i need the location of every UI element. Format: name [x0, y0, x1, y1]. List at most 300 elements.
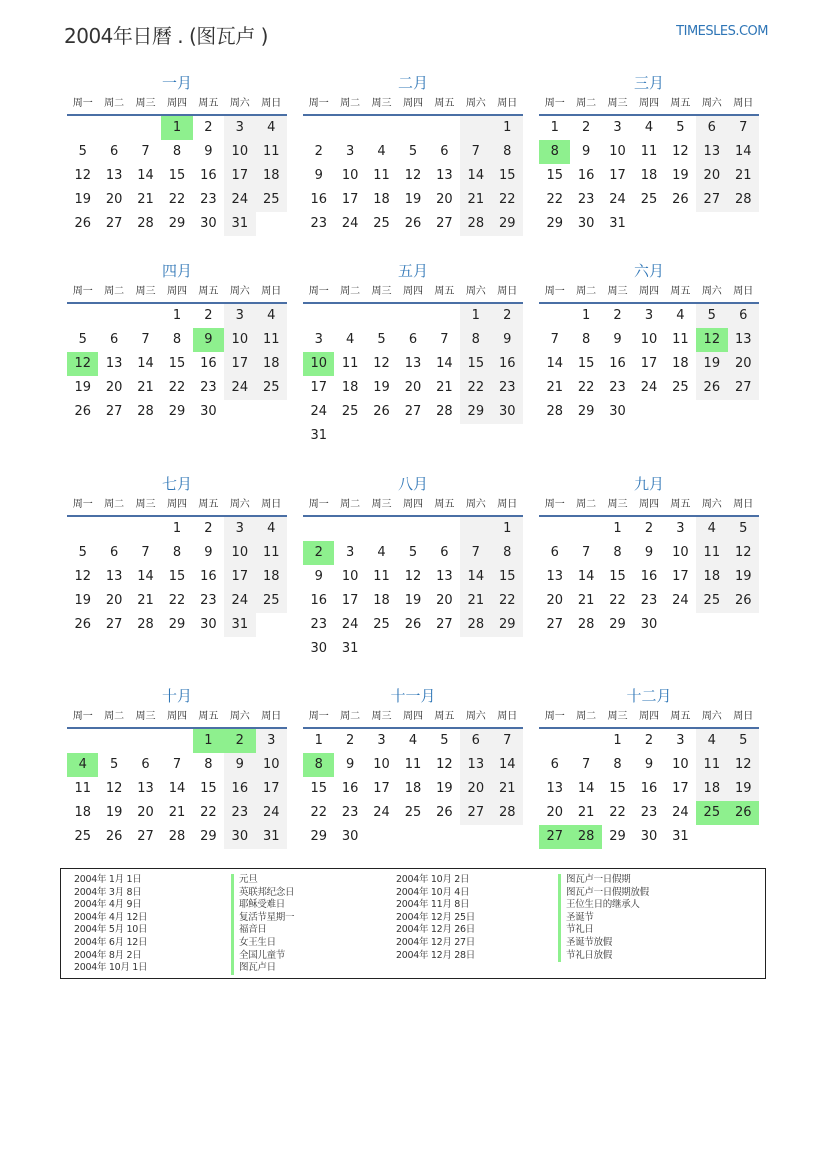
day-cell: 31	[224, 212, 255, 236]
day-cell: 3	[224, 116, 255, 140]
holiday-name: 全国儿童节	[231, 950, 294, 963]
day-cell: 17	[672, 781, 689, 796]
day-cell: 2	[613, 308, 622, 323]
empty-cell	[256, 212, 287, 236]
day-cell: 14	[546, 356, 563, 371]
day-cell: 15	[460, 352, 491, 376]
day-cell: 22	[310, 805, 327, 820]
day-cell: 25	[256, 188, 287, 212]
day-cell: 8	[303, 753, 334, 777]
day-cell: 7	[460, 140, 491, 164]
day-cell: 5	[728, 517, 759, 541]
weekday-header	[303, 284, 523, 300]
weekday-label: 周五	[198, 286, 219, 297]
day-cell: 9	[314, 168, 323, 183]
day-cell: 10	[224, 541, 255, 565]
day-cell: 5	[728, 729, 759, 753]
day-cell: 20	[546, 593, 563, 608]
day-cell: 4	[256, 517, 287, 541]
month-name: 八月	[397, 475, 428, 493]
day-cell: 13	[546, 569, 563, 584]
day-cell: 29	[460, 400, 491, 424]
day-cell: 23	[577, 192, 595, 207]
day-cell: 7	[141, 545, 150, 560]
empty-cell	[633, 400, 664, 424]
day-cell: 15	[168, 569, 186, 584]
day-cell: 6	[440, 144, 449, 159]
month-7	[67, 474, 287, 637]
holiday-date: 2004年 4月 9日	[74, 899, 142, 911]
day-cell: 19	[672, 168, 689, 183]
day-cell: 10	[640, 332, 658, 347]
empty-cell	[366, 825, 397, 849]
day-cell: 8	[492, 140, 523, 164]
holiday-name: 福音日	[231, 924, 294, 937]
day-cell: 27	[539, 825, 570, 849]
day-cell: 22	[200, 805, 217, 820]
day-cell: 24	[672, 593, 689, 608]
empty-cell	[334, 116, 365, 140]
day-cell: 17	[224, 164, 255, 188]
day-cell: 20	[105, 192, 123, 207]
day-cell: 30	[640, 617, 658, 632]
weekday-label: 周四	[638, 711, 659, 722]
month-name: 九月	[633, 475, 664, 493]
empty-cell	[539, 304, 570, 328]
day-cell: 13	[105, 168, 123, 183]
day-cell: 2	[224, 729, 255, 753]
day-cell: 31	[341, 641, 359, 656]
holiday-legend	[60, 868, 766, 979]
day-cell: 12	[74, 569, 91, 584]
empty-cell	[539, 729, 570, 753]
empty-cell	[397, 637, 428, 661]
empty-cell	[460, 424, 491, 448]
day-cell: 17	[256, 777, 287, 801]
day-cell: 3	[345, 144, 355, 159]
weekday-label: 周三	[607, 499, 628, 510]
weekday-label: 周六	[229, 711, 250, 722]
day-cell: 12	[373, 356, 390, 371]
weekday-header	[67, 284, 287, 300]
weekday-label: 周五	[434, 98, 455, 109]
day-cell: 25	[341, 404, 359, 419]
day-cell: 15	[200, 781, 217, 796]
day-cell: 13	[436, 569, 453, 584]
day-cell: 5	[676, 120, 685, 135]
weekday-header	[67, 497, 287, 513]
day-cell: 18	[256, 565, 287, 589]
day-cell: 27	[105, 404, 123, 419]
day-cell: 17	[341, 192, 359, 207]
day-cell: 10	[303, 352, 334, 376]
empty-cell	[397, 116, 428, 140]
month-3	[539, 73, 759, 236]
weekday-label: 周一	[308, 499, 329, 510]
empty-cell	[130, 729, 161, 753]
holiday-date: 2004年 12月 26日	[396, 924, 475, 936]
day-cell: 11	[696, 753, 727, 777]
day-cell: 8	[613, 757, 622, 772]
weekday-label: 周二	[340, 98, 361, 109]
empty-cell	[696, 212, 727, 236]
day-cell: 14	[168, 781, 186, 796]
day-cell: 18	[256, 352, 287, 376]
month-name: 一月	[161, 74, 192, 92]
empty-cell	[303, 304, 334, 328]
day-cell: 2	[314, 144, 323, 159]
day-cell: 5	[408, 545, 418, 560]
empty-cell	[67, 517, 98, 541]
month-name: 二月	[397, 74, 428, 92]
day-cell: 22	[609, 593, 626, 608]
day-cell: 21	[460, 589, 491, 613]
weekday-header	[539, 96, 759, 112]
empty-cell	[67, 116, 98, 140]
holiday-name: 英联邦纪念日	[231, 887, 294, 900]
empty-cell	[366, 424, 397, 448]
month-8	[303, 474, 523, 661]
weekday-label: 周五	[198, 499, 219, 510]
day-cell: 28	[137, 617, 154, 632]
empty-cell	[67, 304, 98, 328]
day-cell: 28	[460, 613, 491, 637]
day-cell: 1	[193, 729, 224, 753]
day-cell: 6	[109, 332, 119, 347]
holiday-date: 2004年 12月 25日	[396, 911, 475, 923]
empty-cell	[98, 116, 129, 140]
day-cell: 1	[161, 116, 192, 140]
day-cell: 2	[644, 733, 654, 748]
empty-cell	[256, 400, 287, 424]
weekday-label: 周日	[733, 711, 754, 722]
day-cell: 17	[310, 380, 327, 395]
weekday-label: 周五	[198, 98, 219, 109]
day-cell: 1	[613, 521, 622, 536]
weekday-label: 周二	[576, 98, 597, 109]
day-cell: 13	[105, 569, 123, 584]
day-cell: 29	[168, 617, 186, 632]
day-cell: 13	[728, 328, 759, 352]
day-cell: 31	[609, 216, 626, 231]
day-cell: 19	[74, 192, 91, 207]
weekday-label: 周日	[497, 286, 518, 297]
empty-cell	[256, 613, 287, 637]
month-11	[303, 686, 523, 849]
day-cell: 9	[613, 332, 622, 347]
day-cell: 26	[436, 805, 453, 820]
day-cell: 12	[74, 168, 91, 183]
day-cell: 30	[200, 404, 217, 419]
weekday-label: 周四	[402, 499, 423, 510]
day-cell: 25	[373, 617, 390, 632]
weekday-label: 周一	[544, 98, 565, 109]
empty-cell	[570, 517, 601, 541]
day-cell: 14	[137, 168, 154, 183]
day-cell: 24	[640, 380, 658, 395]
day-cell: 15	[546, 168, 563, 183]
weekday-label: 周六	[701, 286, 722, 297]
day-cell: 4	[696, 517, 727, 541]
day-cell: 24	[373, 805, 390, 820]
holiday-date: 2004年 4月 12日	[74, 911, 148, 923]
day-cell: 30	[341, 829, 359, 844]
day-cell: 10	[672, 545, 689, 560]
day-cell: 12	[404, 569, 422, 584]
day-cell: 20	[105, 380, 123, 395]
holiday-names-col-1	[231, 874, 294, 975]
day-cell: 3	[345, 545, 355, 560]
weekday-label: 周四	[166, 499, 187, 510]
day-cell: 24	[224, 589, 255, 613]
empty-cell	[429, 424, 460, 448]
weekday-label: 周六	[465, 286, 486, 297]
day-cell: 27	[546, 617, 563, 632]
weekday-label: 周六	[701, 499, 722, 510]
day-cell: 21	[546, 380, 563, 395]
weekday-label: 周日	[261, 98, 282, 109]
day-cell: 18	[640, 168, 658, 183]
weekday-header	[539, 497, 759, 513]
day-cell: 25	[373, 216, 390, 231]
empty-cell	[397, 304, 428, 328]
day-cell: 15	[609, 781, 626, 796]
day-cell: 4	[676, 308, 685, 323]
day-cell: 3	[314, 332, 323, 347]
day-cell: 12	[436, 757, 453, 772]
day-cell: 31	[672, 829, 689, 844]
holiday-names-col-2	[558, 874, 649, 962]
holiday-date: 2004年 12月 27日	[396, 936, 475, 948]
day-cell: 26	[74, 404, 91, 419]
day-cell: 7	[581, 545, 591, 560]
day-cell: 15	[609, 569, 626, 584]
day-cell: 28	[436, 404, 453, 419]
day-cell: 15	[168, 356, 186, 371]
day-cell: 28	[546, 404, 563, 419]
day-grid	[303, 304, 523, 448]
empty-cell	[303, 517, 334, 541]
day-cell: 12	[728, 753, 759, 777]
weekday-label: 周一	[544, 711, 565, 722]
day-cell: 30	[492, 400, 523, 424]
weekday-label: 周二	[576, 711, 597, 722]
site-link[interactable]: TIMESLES.COM	[676, 24, 768, 39]
holiday-name: 图瓦卢一日假期	[558, 874, 649, 887]
day-cell: 20	[460, 777, 491, 801]
day-cell: 7	[141, 332, 150, 347]
empty-cell	[460, 116, 491, 140]
day-cell: 4	[408, 733, 418, 748]
day-cell: 18	[696, 565, 727, 589]
day-cell: 24	[224, 188, 255, 212]
day-cell: 21	[728, 164, 759, 188]
empty-cell	[130, 304, 161, 328]
day-cell: 19	[373, 380, 390, 395]
day-cell: 16	[200, 569, 217, 584]
weekday-label: 周三	[135, 286, 156, 297]
day-cell: 28	[460, 212, 491, 236]
day-cell: 26	[696, 376, 727, 400]
day-cell: 4	[256, 304, 287, 328]
holiday-date: 2004年 10月 1日	[74, 962, 148, 974]
weekday-label: 周五	[198, 711, 219, 722]
day-cell: 8	[172, 144, 182, 159]
day-cell: 9	[644, 545, 654, 560]
weekday-label: 周二	[340, 711, 361, 722]
day-cell: 6	[109, 144, 119, 159]
day-cell: 11	[256, 140, 287, 164]
day-cell: 24	[341, 216, 359, 231]
day-cell: 16	[341, 781, 359, 796]
day-cell: 11	[404, 757, 422, 772]
day-grid	[67, 116, 287, 236]
weekday-label: 周六	[229, 98, 250, 109]
day-cell: 23	[224, 801, 255, 825]
weekday-label: 周二	[104, 499, 125, 510]
day-cell: 22	[460, 376, 491, 400]
day-cell: 23	[310, 617, 327, 632]
day-cell: 27	[436, 216, 453, 231]
day-grid	[67, 729, 287, 849]
day-cell: 11	[256, 541, 287, 565]
day-cell: 16	[200, 356, 217, 371]
day-cell: 26	[74, 216, 91, 231]
day-cell: 19	[404, 192, 422, 207]
day-cell: 6	[550, 545, 559, 560]
day-cell: 22	[492, 188, 523, 212]
month-name: 十二月	[626, 687, 672, 705]
day-cell: 5	[408, 144, 418, 159]
empty-cell	[397, 517, 428, 541]
day-cell: 8	[460, 328, 491, 352]
day-grid	[303, 116, 523, 236]
day-cell: 21	[492, 777, 523, 801]
day-cell: 24	[609, 192, 626, 207]
empty-cell	[539, 517, 570, 541]
day-cell: 26	[728, 589, 759, 613]
day-cell: 3	[676, 733, 685, 748]
day-cell: 14	[577, 569, 595, 584]
day-cell: 4	[377, 144, 386, 159]
day-cell: 4	[377, 545, 386, 560]
day-cell: 5	[696, 304, 727, 328]
weekday-label: 周二	[576, 286, 597, 297]
day-cell: 23	[609, 380, 626, 395]
empty-cell	[429, 637, 460, 661]
day-cell: 16	[492, 352, 523, 376]
empty-cell	[429, 517, 460, 541]
weekday-label: 周一	[544, 499, 565, 510]
weekday-label: 周一	[308, 286, 329, 297]
day-cell: 19	[404, 593, 422, 608]
day-cell: 18	[373, 593, 390, 608]
day-cell: 12	[672, 144, 689, 159]
empty-cell	[728, 825, 759, 849]
weekday-label: 周日	[497, 499, 518, 510]
day-grid	[539, 116, 759, 236]
month-name: 四月	[161, 262, 192, 280]
day-cell: 27	[460, 801, 491, 825]
day-cell: 11	[256, 328, 287, 352]
day-cell: 18	[256, 164, 287, 188]
day-cell: 28	[570, 825, 601, 849]
day-cell: 9	[314, 569, 323, 584]
day-cell: 27	[696, 188, 727, 212]
day-cell: 24	[341, 617, 359, 632]
day-cell: 21	[577, 805, 595, 820]
weekday-label: 周二	[104, 98, 125, 109]
day-cell: 30	[200, 216, 217, 231]
empty-cell	[397, 424, 428, 448]
day-cell: 4	[644, 120, 654, 135]
day-cell: 28	[137, 404, 154, 419]
day-cell: 19	[436, 781, 453, 796]
day-cell: 11	[640, 144, 658, 159]
month-name: 五月	[397, 262, 428, 280]
day-cell: 14	[137, 356, 154, 371]
holiday-name: 图瓦卢一日假期放假	[558, 887, 649, 900]
day-cell: 5	[377, 332, 386, 347]
day-cell: 10	[672, 757, 689, 772]
weekday-label: 周四	[166, 711, 187, 722]
day-cell: 26	[105, 829, 123, 844]
day-cell: 16	[640, 569, 658, 584]
day-cell: 23	[492, 376, 523, 400]
weekday-label: 周四	[402, 98, 423, 109]
holiday-date: 2004年 5月 10日	[74, 924, 148, 936]
day-cell: 1	[492, 116, 523, 140]
day-cell: 19	[728, 565, 759, 589]
weekday-label: 周二	[340, 286, 361, 297]
day-cell: 16	[200, 168, 217, 183]
day-grid	[67, 304, 287, 424]
day-cell: 26	[373, 404, 390, 419]
empty-cell	[429, 304, 460, 328]
day-cell: 24	[224, 376, 255, 400]
weekday-label: 周四	[638, 98, 659, 109]
day-cell: 7	[172, 757, 182, 772]
empty-cell	[366, 304, 397, 328]
day-cell: 1	[550, 120, 559, 135]
month-name: 六月	[633, 262, 664, 280]
day-cell: 18	[74, 805, 91, 820]
day-cell: 16	[640, 781, 658, 796]
empty-cell	[728, 212, 759, 236]
weekday-label: 周六	[465, 711, 486, 722]
day-cell: 28	[168, 829, 186, 844]
holiday-name: 元旦	[231, 874, 294, 887]
day-cell: 18	[404, 781, 422, 796]
day-cell: 4	[67, 753, 98, 777]
day-cell: 16	[577, 168, 595, 183]
day-cell: 29	[609, 617, 626, 632]
day-cell: 22	[492, 589, 523, 613]
month-name: 十月	[161, 687, 192, 705]
weekday-label: 周六	[465, 98, 486, 109]
day-cell: 27	[105, 617, 123, 632]
weekday-label: 周六	[465, 499, 486, 510]
day-cell: 23	[200, 192, 217, 207]
weekday-label: 周一	[72, 286, 93, 297]
weekday-label: 周五	[434, 286, 455, 297]
day-cell: 23	[640, 593, 658, 608]
empty-cell	[161, 729, 192, 753]
day-cell: 8	[613, 545, 622, 560]
day-cell: 30	[640, 829, 658, 844]
day-cell: 2	[204, 308, 213, 323]
weekday-label: 周四	[638, 286, 659, 297]
